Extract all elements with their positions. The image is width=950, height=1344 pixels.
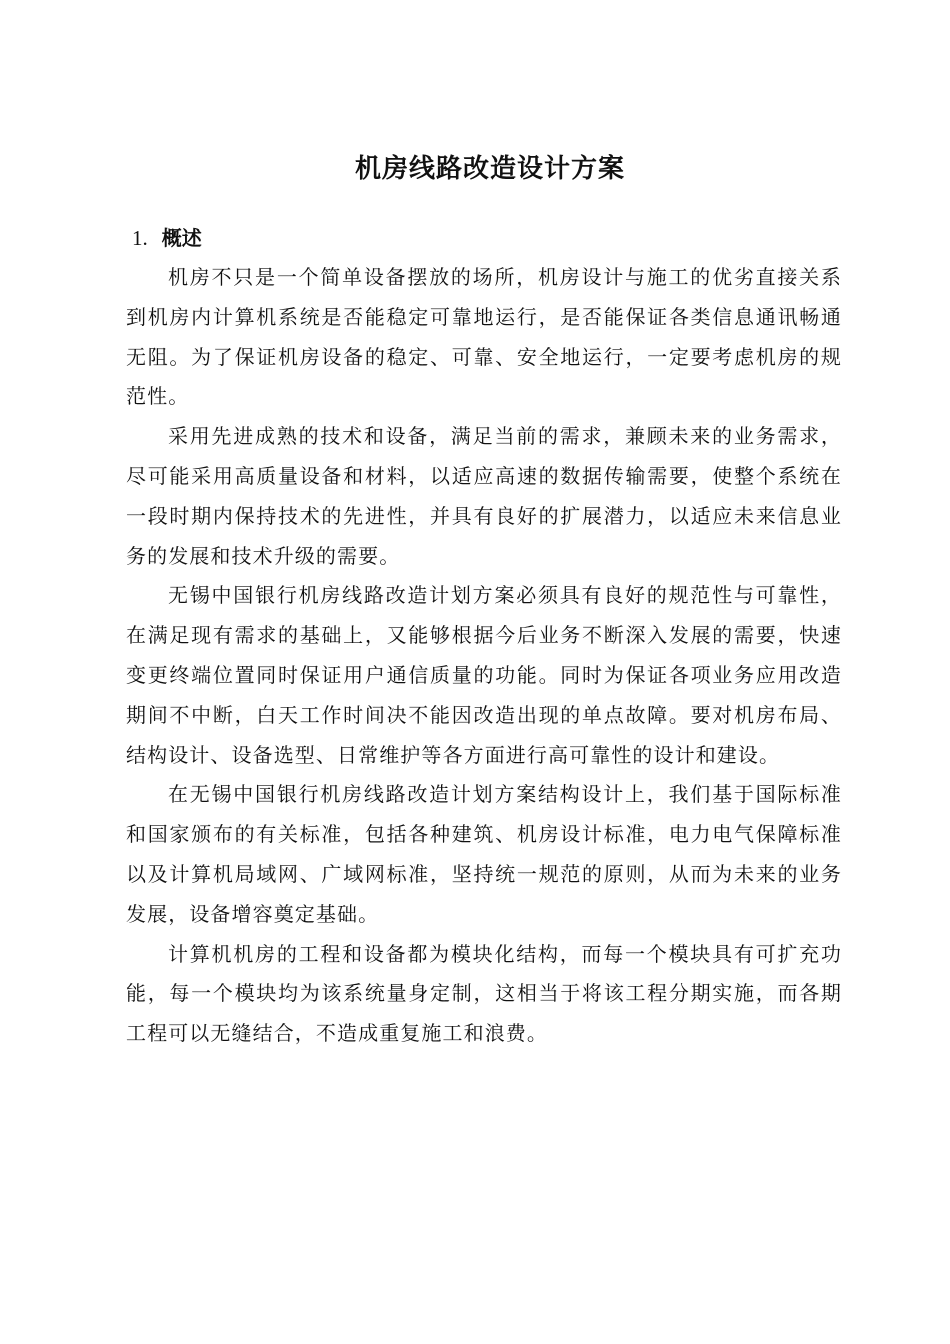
document-title: 机房线路改造设计方案 <box>354 154 625 184</box>
section-number: 1. <box>132 226 148 250</box>
paragraph: 机房不只是一个简单设备摆放的场所，机房设计与施工的优劣直接关系到机房内计算机系统是否能稳定可靠地运行，是否能保证各类信息通讯畅通无阻。为了保证机房设备的稳定、可靠、安全地运行，一定要考虑机房的规范性。 <box>126 265 842 409</box>
section-heading <box>132 222 202 251</box>
paragraph: 在无锡中国银行机房线路改造计划方案结构设计上，我们基于国际标准和国家颁布的有关标准，包括各种建筑、机房设计标准，电力电气保障标准以及计算机局域网、广域网标准，坚持统一规范的原则，从而为未来的业务发展，设备增容奠定基础。 <box>126 782 842 926</box>
paragraph: 无锡中国银行机房线路改造计划方案必须具有良好的规范性与可靠性，在满足现有需求的基础上，又能够根据今后业务不断深入发展的需要，快速变更终端位置同时保证用户通信质量的功能。同时为保证各项业务应用改造期间不中断，白天工作时间决不能因改造出现的单点故障。要对机房布局、结构设计、设备选型、日常维护等各方面进行高可靠性的设计和建设。 <box>126 583 842 767</box>
paragraph: 计算机机房的工程和设备都为模块化结构，而每一个模块具有可扩充功能，每一个模块均为该系统量身定制，这相当于将该工程分期实施，而各期工程可以无缝结合，不造成重复施工和浪费。 <box>126 941 842 1046</box>
section-title: 概述 <box>161 226 202 250</box>
body-text <box>126 258 842 1054</box>
paragraph: 采用先进成熟的技术和设备，满足当前的需求，兼顾未来的业务需求，尽可能采用高质量设备和材料，以适应高速的数据传输需要，使整个系统在一段时期内保持技术的先进性，并具有良好的扩展潜力，以适应未来信息业务的发展和技术升级的需要。 <box>126 424 842 568</box>
